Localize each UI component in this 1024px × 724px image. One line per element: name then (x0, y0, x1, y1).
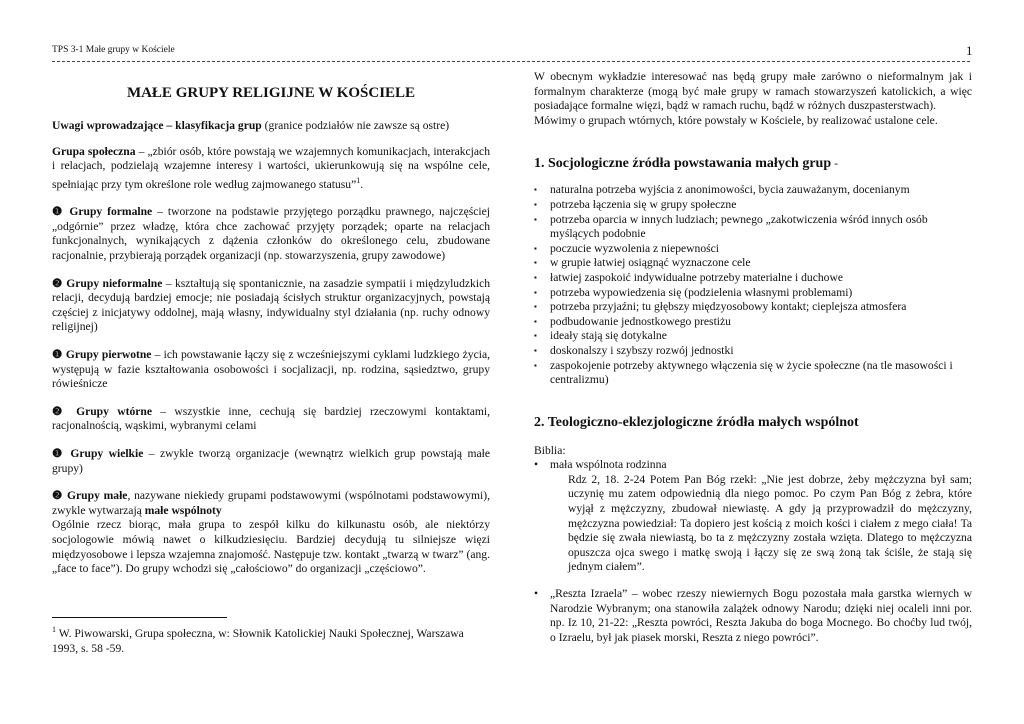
item-label: mała wspólnota rodzinna (550, 458, 667, 472)
square-bullet-icon: ▪ (534, 287, 537, 297)
term-grupy-nieformalne: ❷ Grupy nieformalne (52, 276, 163, 290)
reason-text: doskonalszy i szybszy rozwój jednostki (550, 343, 734, 357)
footnote (52, 622, 492, 656)
definition-text: – „zbiór osób, które powstają we wzajemnych komunikacjach, interakcjach i relacjach, podzielają wzajemne interesy i wartości, ukierunkowują się na wspólne cele, spełniając przy tym określone role według zajmowanego statusu” (52, 144, 490, 191)
reason-item (534, 271, 972, 286)
page-number: 1 (966, 43, 973, 58)
reason-item (534, 329, 972, 344)
secondary-groups-paragraph: ❷ Grupy wtórne – wszystkie inne, cechują się bardziej rzeczowymi kontaktami, racjonalnością, wąskimi, wybranymi celami (52, 404, 491, 433)
term-grupy-wielkie: ❶ Grupy wielkie (52, 446, 144, 460)
square-bullet-icon: ▪ (534, 258, 537, 268)
reason-text: łatwiej zaspokoić indywidualne potrzeby materialne i duchowe (550, 270, 843, 284)
reason-text: naturalna potrzeba wyjścia z anonimowości, bycia zauważanym, docenianym (550, 183, 910, 197)
footnote-number: 1 (52, 625, 56, 634)
footnote-text: W. Piwowarski, Grupa społeczna, w: Słownik Katolickiej Nauki Społecznej, Warszawa 1993, s. 58 -59. (52, 626, 464, 655)
formal-groups-paragraph: ❶ Grupy formalne – tworzone na podstawie przyjętego porządku prawnego, najczęściej „odgórnie” przez władzę, która chce zachować przyjęty porządek; oparte na relacjach funkcjonalnych, wynikających z dążenia członków do określonego celu, zbudowane racjonalnie, przybierają porządek organizacji (np. stowarzyszenia, grupy zawodowe) (52, 205, 490, 263)
bullet-icon: • (534, 458, 539, 472)
square-bullet-icon: ▪ (534, 272, 537, 282)
square-bullet-icon: ▪ (534, 199, 537, 209)
primary-groups-paragraph: ❶ Grupy pierwotne – ich powstawanie łączy się z wcześniejszymi cyklami ludzkiego życia, występują w fazie kształtowania osobowości i socjalizacji, np. rodzina, sąsiedztwo, grupy rówieśnicze (52, 347, 490, 391)
intro-heading: Uwagi wprowadzające – klasyfikacja grup (52, 119, 262, 132)
reason-item (534, 359, 972, 388)
running-header: TPS 3-1 Małe grupy w Kościele (52, 45, 175, 55)
term-grupy-pierwotne: ❶ Grupy pierwotne (52, 347, 152, 361)
reason-item (534, 315, 972, 330)
section-2-heading: 2. Teologiczno-eklezjologiczne źródła małych wspólnot (534, 414, 859, 430)
reason-text: potrzeba łączenia się w grupy społeczne (550, 197, 737, 211)
definition-paragraph: Grupa społeczna – „zbiór osób, które powstają we wzajemnych komunikacjach, interakcjach i relacjach, podzielają wzajemne interesy i wartości, ukierunkowują się na wspólne cele, spełniając przy tym określone role według zajmowanego statusu”$^1$. (52, 144, 490, 191)
reason-text: zaspokojenie potrzeby aktywnego włączenia się w życie społeczne (na tle masowości i centralizmu) (550, 358, 953, 387)
small-groups-description: Ogólnie rzecz biorąc, mała grupa to zespół kilku do kilkunastu osób, ale niektórzy socjologowie mówią nawet o kilkudziesięciu. Bardziej decydują tu silniejsze więzi międzyosobowe i lepsza wzajemna znajomość. Następuje tzw. kontakt „twarzą w twarz” (ang. „face to face”). Do grupy wchodzi się „całościowo” do organizacji „częściowo”. (52, 518, 490, 576)
reason-item (534, 300, 972, 315)
list-item (534, 587, 972, 645)
intro-paragraph (52, 119, 490, 134)
bible-label: Biblia: (534, 443, 566, 457)
reason-item (534, 344, 972, 359)
reason-text: potrzeba przyjaźni; tu głębszy międzyosobowy kontakt; cieplejsza atmosfera (550, 300, 907, 314)
item-text: „Reszta Izraela” – wobec rzeszy niewiernych Bogu pozostała mała garstka wiernych w Narodzie Wybranym; ona stanowiła zalążek odnowy Narodu; dzięki niej ocaleli inni por. np. Iz 10, 21-22: „Reszta powróci, Reszta Jakuba do boga Mocnego. Bo choćby lud twój, o Izraelu, był jak piasek morski, Reszta z niego powróci”. (550, 587, 972, 644)
right-column (534, 70, 972, 645)
square-bullet-icon: ▪ (534, 185, 537, 195)
term-grupy-male: ❷ Grupy małe (52, 489, 128, 503)
footnote-ref[interactable]: 1 (356, 175, 361, 185)
list-item (534, 458, 972, 473)
reasons-list (534, 183, 972, 387)
reason-item (534, 183, 972, 198)
term-grupy-wtorne: ❷ Grupy wtórne (52, 404, 152, 418)
reason-item (534, 256, 972, 271)
reason-item (534, 286, 972, 301)
large-groups-paragraph: ❶ Grupy wielkie – zwykle tworzą organizacje (wewnątrz wielkich grup powstają małe grupy) (52, 446, 490, 475)
reason-text: potrzeba wypowiedzenia się (podzielenia własnymi problemami) (550, 285, 853, 299)
lecture-intro-2: Mówimy o grupach wtórnych, które powstały w Kościele, by realizować ustalone cele. (534, 113, 938, 127)
reason-text: podbudowanie jednostkowego prestiżu (550, 314, 731, 328)
square-bullet-icon: ▪ (534, 331, 537, 341)
reason-text: poczucie wyzwolenia z niepewności (550, 241, 720, 255)
reason-text: potrzeba oparcia w innych ludziach; pewnego „zakotwiczenia wśród innych osób myślących podobnie (550, 212, 928, 241)
square-bullet-icon: ▪ (534, 345, 537, 355)
reason-item (534, 213, 972, 242)
reason-text: ideały stają się dotykalne (550, 329, 667, 343)
reason-text: w grupie łatwiej osiągnąć wyznaczone cele (550, 256, 751, 270)
left-column (52, 84, 490, 588)
square-bullet-icon: ▪ (534, 214, 537, 224)
section-1-heading: 1. Socjologiczne źródła powstawania małych grup - (534, 156, 839, 172)
page-title: MAŁE GRUPY RELIGIJNE W KOŚCIELE (126, 85, 416, 101)
reason-item (534, 198, 972, 213)
informal-groups-paragraph: ❷ Grupy nieformalne – kształtują się spontanicznie, na zasadzie sympatii i międzyludzkich relacji, decydują bardziej emocje; nie posiadają ścisłych struktur organizacyjnych, powstają częściej z inicjatywy oddolnej, mają własny, indywidualny styl działania (np. ruchy odnowy religijnej) (52, 276, 491, 334)
bullet-icon: • (534, 587, 539, 601)
term-grupy-formalne: ❶ Grupy formalne (52, 205, 153, 219)
square-bullet-icon: ▪ (534, 302, 537, 312)
reason-item (534, 242, 972, 257)
lecture-intro: W obecnym wykładzie interesować nas będą grupy małe zarówno o nieformalnym jak i formalnym charakterze (mogą być małe grupy w ramach stowarzyszeń katolickich, a więc posiadające formalne więzi, bądź w ramach ruchu, bądź w różnych duszpasterstwach). (534, 70, 972, 113)
square-bullet-icon: ▪ (534, 360, 537, 370)
square-bullet-icon: ▪ (534, 316, 537, 326)
small-groups-paragraph: ❷ Grupy małe, nazywane niekiedy grupami podstawowymi (wspólnotami podstawowymi), zwykle wytwarzają małe wspólnoty (52, 489, 490, 517)
square-bullet-icon: ▪ (534, 243, 537, 253)
term-male-wspolnoty: małe wspólnoty (144, 503, 222, 517)
footnote-separator (52, 617, 227, 618)
intro-note: (granice podziałów nie zawsze są ostre) (261, 119, 450, 132)
term-grupa-spoleczna: Grupa społeczna (52, 144, 136, 158)
header-divider (52, 61, 970, 62)
scripture-quote: Rdz 2, 18. 2-24 Potem Pan Bóg rzekł: „Nie jest dobrze, żeby mężczyzna był sam; uczynię mu zatem odpowiednią dla niego pomoc. Po czym Pan Bóg z żebra, które wyjął z mężczyzny, zbudował niewiastę. A gdy ją przyprowadził do mężczyzny, mężczyzna powiedział: Ta dopiero jest kością z moich kości i ciałem z mego ciała! Ta będzie się zwała niewiastą, bo ta z mężczyzny została wzięta. Dlatego to mężczyzna opuszcza ojca swego i matkę swoją i łączy się ze swą żoną tak ściśle, że stają się jednym ciałem”. (568, 472, 972, 574)
